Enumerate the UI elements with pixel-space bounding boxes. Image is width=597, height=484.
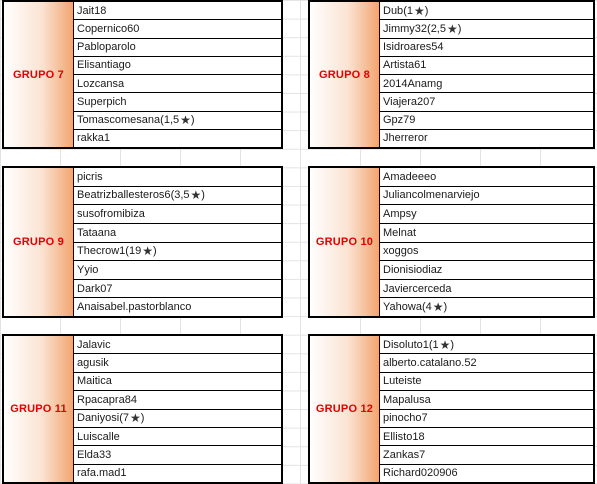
member-cell[interactable]	[74, 298, 281, 316]
member-name: Daniyosi	[77, 412, 120, 425]
member-cell[interactable]	[74, 130, 281, 147]
member-name: agusik	[77, 357, 109, 370]
member-name: Tomascomesana	[77, 114, 161, 127]
member-name: picris	[77, 170, 103, 183]
member-cell[interactable]	[380, 93, 593, 111]
group-label[interactable]: GRUPO 12	[310, 336, 380, 482]
paren-close: )	[457, 22, 462, 35]
member-name: Lozcansa	[77, 77, 125, 90]
paren-open: (	[421, 301, 426, 314]
member-name: xoggos	[383, 245, 419, 258]
member-name: Disoluto1	[383, 338, 429, 351]
star-icon: ★	[142, 244, 153, 259]
member-cell[interactable]	[380, 261, 593, 280]
star-count: 7	[122, 412, 129, 425]
member-list	[380, 168, 593, 316]
member-cell[interactable]	[74, 336, 281, 354]
member-cell[interactable]	[380, 224, 593, 243]
group-block	[308, 334, 595, 484]
member-cell[interactable]	[74, 75, 281, 93]
member-name: Anaisabel.pastorblanco	[77, 301, 192, 314]
member-name: Pabloparolo	[77, 41, 136, 54]
member-cell[interactable]	[380, 243, 593, 262]
member-cell[interactable]	[380, 298, 593, 316]
paren-close: )	[424, 4, 429, 17]
member-name: Luiscalle	[77, 430, 120, 443]
member-name: Yyio	[77, 263, 99, 276]
member-name: Beatrizballesteros6	[77, 189, 171, 202]
member-cell[interactable]	[74, 224, 281, 243]
member-cell[interactable]	[380, 280, 593, 299]
member-list	[74, 168, 281, 316]
member-cell[interactable]	[74, 428, 281, 446]
member-cell[interactable]	[380, 130, 593, 147]
group-label[interactable]: GRUPO 9	[4, 168, 74, 316]
paren-open: (	[160, 114, 164, 127]
member-cell[interactable]	[380, 39, 593, 57]
member-name: Jherreror	[383, 132, 428, 145]
paren-open: (	[119, 412, 123, 425]
member-name: alberto.catalano.52	[383, 357, 477, 370]
member-cell[interactable]	[74, 261, 281, 280]
group-label[interactable]: GRUPO 10	[310, 168, 380, 316]
member-name: Luteiste	[383, 375, 422, 388]
group-block	[2, 0, 283, 149]
group-label[interactable]: GRUPO 8	[310, 2, 380, 147]
member-cell[interactable]	[380, 75, 593, 93]
member-name: Ellisto18	[383, 430, 425, 443]
star-icon: ★	[129, 411, 141, 426]
member-name: Thecrow1	[77, 245, 126, 258]
member-cell[interactable]	[380, 2, 593, 20]
member-cell[interactable]	[380, 373, 593, 391]
group-label[interactable]: GRUPO 7	[4, 2, 74, 147]
member-cell[interactable]	[74, 57, 281, 75]
paren-open: (	[403, 4, 407, 17]
group-block	[2, 166, 283, 318]
star-count: 1,5	[163, 114, 180, 127]
paren-open: (	[125, 245, 129, 258]
member-name: Maitica	[77, 375, 112, 388]
member-name: Javiercerceda	[383, 282, 452, 295]
member-name: Juliancolmenarviejo	[383, 189, 480, 202]
paren-close: )	[201, 189, 205, 202]
paren-close: )	[450, 338, 455, 351]
member-name: Mapalusa	[383, 393, 431, 406]
member-cell[interactable]	[380, 446, 593, 464]
member-cell[interactable]	[380, 428, 593, 446]
member-name: Dark07	[77, 282, 113, 295]
member-cell[interactable]	[380, 465, 593, 482]
member-name: Jait18	[77, 4, 107, 17]
member-cell[interactable]	[380, 410, 593, 428]
member-name: Artista61	[383, 59, 427, 72]
member-cell[interactable]	[380, 391, 593, 409]
star-count: 4	[425, 301, 432, 314]
star-icon: ★	[190, 188, 202, 203]
member-name: Isidroares54	[383, 41, 444, 54]
member-cell[interactable]	[380, 354, 593, 372]
member-cell[interactable]	[74, 205, 281, 224]
member-cell[interactable]	[74, 187, 281, 206]
member-name: pinocho7	[383, 412, 428, 425]
star-icon: ★	[413, 3, 425, 18]
member-name: Jimmy32	[383, 22, 428, 35]
member-name: Rpacapra84	[77, 393, 137, 406]
member-name: Copernico60	[77, 22, 140, 35]
member-name: Ampsy	[383, 208, 417, 221]
star-icon: ★	[180, 113, 191, 128]
member-cell[interactable]	[74, 354, 281, 372]
paren-close: )	[152, 245, 157, 258]
paren-open: (	[427, 22, 431, 35]
member-list	[380, 336, 593, 482]
member-cell[interactable]	[380, 112, 593, 130]
member-cell[interactable]	[380, 205, 593, 224]
member-cell[interactable]	[74, 168, 281, 187]
member-name: rakka1	[77, 132, 111, 145]
member-cell[interactable]	[74, 20, 281, 38]
member-name: Gpz79	[383, 114, 416, 127]
member-name: Yahowa	[383, 301, 422, 314]
member-name: Amadeeeo	[383, 170, 437, 183]
member-name: rafa.mad1	[77, 467, 127, 480]
member-name: Tataana	[77, 226, 117, 239]
group-block	[308, 0, 595, 149]
member-list	[74, 2, 281, 147]
paren-open: (	[170, 189, 175, 202]
member-cell[interactable]	[74, 373, 281, 391]
member-name: Elda33	[77, 448, 112, 461]
member-list	[74, 336, 281, 482]
member-cell[interactable]	[74, 2, 281, 20]
paren-open: (	[428, 338, 433, 351]
member-cell[interactable]	[74, 410, 281, 428]
star-icon: ★	[432, 300, 444, 315]
member-cell[interactable]	[74, 243, 281, 262]
group-label[interactable]: GRUPO 11	[4, 336, 74, 482]
member-cell[interactable]	[74, 446, 281, 464]
member-name: Superpich	[77, 95, 127, 108]
paren-close: )	[140, 412, 145, 425]
member-name: Richard020906	[383, 467, 458, 480]
member-name: Zankas7	[383, 448, 426, 461]
star-count: 19	[128, 245, 142, 258]
member-name: Elisantiago	[77, 59, 131, 72]
star-count: 3,5	[174, 189, 190, 202]
member-cell[interactable]	[74, 93, 281, 111]
star-count: 1	[406, 4, 413, 17]
star-count: 2,5	[430, 22, 446, 35]
member-name: susofromibiza	[77, 208, 145, 221]
member-name: Dionisiodiaz	[383, 263, 443, 276]
star-count: 1	[432, 338, 439, 351]
group-block	[2, 334, 283, 484]
member-name: Jalavic	[77, 338, 111, 351]
member-cell[interactable]	[74, 39, 281, 57]
star-icon: ★	[439, 337, 451, 352]
member-name: Melnat	[383, 226, 417, 239]
member-name: Dub	[383, 4, 404, 17]
paren-close: )	[190, 114, 195, 127]
paren-close: )	[443, 301, 448, 314]
member-cell[interactable]	[74, 280, 281, 299]
member-list	[380, 2, 593, 147]
member-cell[interactable]	[380, 336, 593, 354]
member-cell[interactable]	[380, 20, 593, 38]
member-cell[interactable]	[74, 391, 281, 409]
member-cell[interactable]	[74, 112, 281, 130]
member-cell[interactable]	[380, 168, 593, 187]
star-icon: ★	[446, 21, 458, 36]
member-name: Viajera207	[383, 95, 436, 108]
group-block	[308, 166, 595, 318]
member-cell[interactable]	[74, 465, 281, 482]
member-name: 2014Anamg	[383, 77, 443, 90]
member-cell[interactable]	[380, 187, 593, 206]
member-cell[interactable]	[380, 57, 593, 75]
